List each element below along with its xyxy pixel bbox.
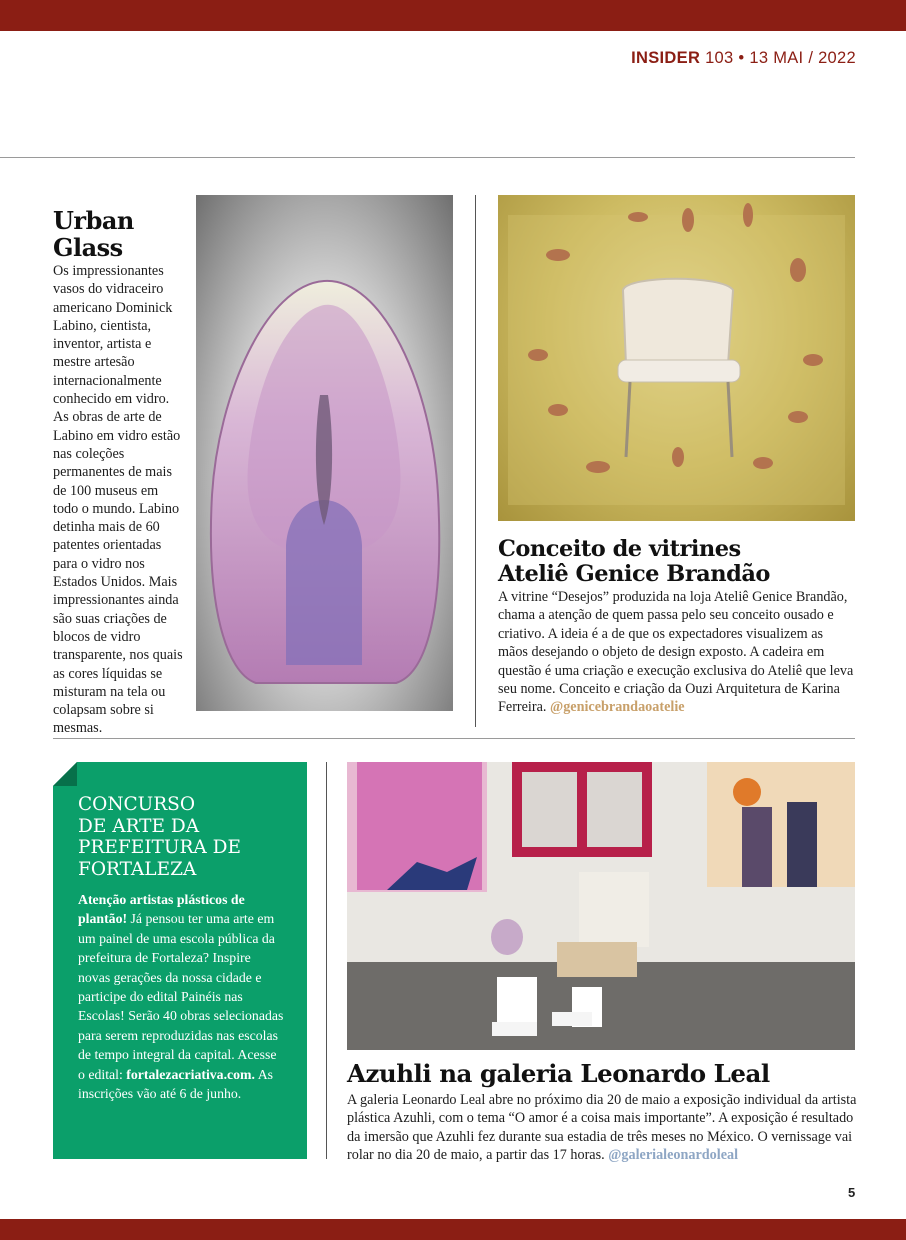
concurso-text: Atenção artistas plásticos de plantão! Já pensou ter uma arte em um painel de uma escola pública da prefeitura de Fortaleza? Inspire novas gerações da nossa cidade e participe do edital Painéis nas Escolas! Serão 40 obras selecionadas para serem reproduzidas nas escolas de tempo integral da capital. Acesse o edital: fortalezacriativa.com. As inscrições vão até 6 de junho.: [78, 892, 284, 1102]
magazine-brand: INSIDER: [631, 49, 701, 67]
header-separator: •: [738, 49, 745, 67]
column-divider-top: [475, 195, 476, 727]
top-color-bar: [0, 0, 906, 31]
vitrine-chair-photo: [498, 195, 855, 521]
urban-glass-title: Urban Glass: [53, 206, 134, 262]
vitrine-text: A vitrine “Desejos” produzida na loja Ateliê Genice Brandão, chama a atenção de quem passa pelo seu conceito ousado e criativo. A ideia é a de que os expectadores visualizem as mãos desejando o objeto de design exposto. A cadeira em questão é uma criação e execução exclusiva do Ateliê que leva seu nome. Conceito e criação da Ouzi Arquitetura de Karina Ferreira. @genicebrandaoatelie: [498, 589, 854, 716]
issue-header: [631, 49, 856, 68]
column-divider-bottom: [326, 762, 327, 1159]
azuhli-instagram-handle[interactable]: @galerialeonardoleal: [608, 1147, 739, 1164]
glass-vase-photo: [196, 195, 453, 711]
azuhli-title: Azuhli na galeria Leonardo Leal: [347, 1059, 770, 1088]
page-fold-corner-icon: [53, 762, 77, 786]
urban-glass-text: Os impressionantes vasos do vidraceiro americano Dominick Labino, cientista, inventor, artista e mestre artesão internacionalmente conhecido em vidro. As obras de arte de Labino em vidro estão nas coleções permanentes de mais de 100 museus em todo o mundo. Labino detinha mais de 60 patentes orientadas para o vidro nos Estados Unidos. Mais impressionantes ainda são suas criações de blocos de vidro transparente, nos quais as cores líquidas se misturam na tela ou colapsam sobre si mesmas.: [53, 263, 183, 737]
middle-divider: [53, 738, 855, 739]
bottom-color-bar: [0, 1219, 906, 1240]
top-divider: [0, 157, 855, 158]
azuhli-gallery-photo: [347, 762, 855, 1050]
page-number: 5: [848, 1185, 856, 1200]
vitrine-title: Conceito de vitrines Ateliê Genice Brandão: [498, 536, 770, 587]
vitrine-instagram-handle[interactable]: @genicebrandaoatelie: [550, 699, 685, 716]
azuhli-text: A galeria Leonardo Leal abre no próximo dia 20 de maio a exposição individual da artista plástica Azuhli, com o tema “O amor é a coisa mais importante”. A exposição é resultado da imersão que Azuhli fez durante sua estadia de três meses no México. O vernissage vai rolar no dia 20 de maio, a partir das 17 horas. @galerialeonardoleal: [347, 1092, 857, 1164]
issue-number: 103: [705, 49, 734, 67]
concurso-link[interactable]: fortalezacriativa.com.: [126, 1066, 255, 1082]
concurso-lead: Atenção artistas plásticos de plantão!: [78, 892, 245, 927]
concurso-title: CONCURSO DE ARTE DA PREFEITURA DE FORTALEZA: [78, 794, 241, 880]
issue-date: 13 MAI / 2022: [749, 49, 856, 67]
